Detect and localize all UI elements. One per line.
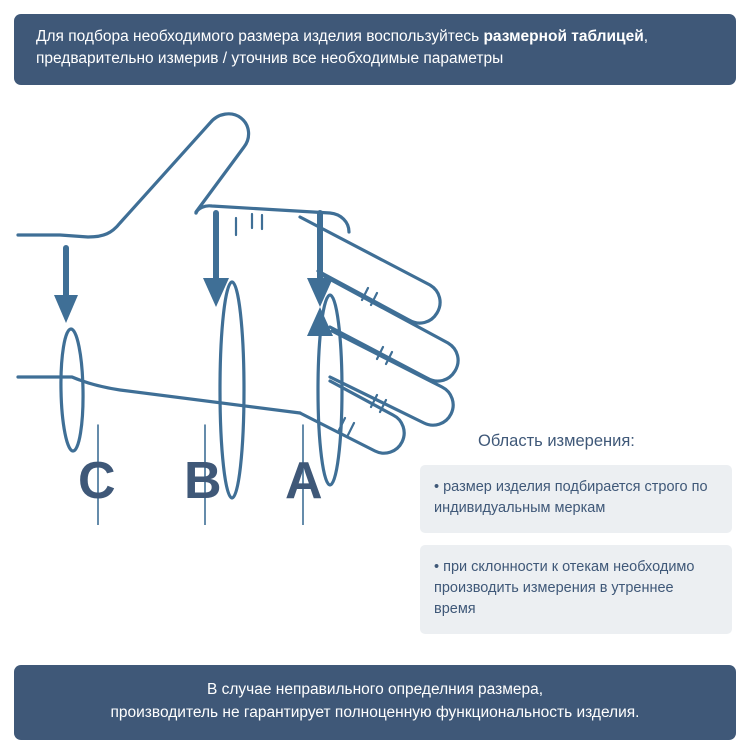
measurement-info-panel [420, 432, 732, 646]
top-banner-text-after: , предварительно измерив / уточнив все необходимые параметры [36, 28, 649, 68]
finger-4 [300, 381, 404, 453]
top-banner-text-before: Для подбора необходимого размера изделия воспользуйтесь [36, 28, 484, 45]
info-note-1: • размер изделия подбирается строго по индивидуальным меркам [420, 465, 732, 533]
arrow-a-down [307, 213, 333, 307]
label-b: B [184, 452, 222, 510]
arrow-b [203, 213, 229, 307]
info-note-2: • при склонности к отекам необходимо производить измерения в утреннее время [420, 545, 732, 634]
info-title: Область измерения: [478, 432, 635, 450]
bottom-banner [14, 665, 736, 740]
finger-3 [330, 331, 453, 425]
arrow-c [54, 248, 78, 323]
measurement-letters [0, 452, 400, 515]
top-banner-text-bold: размерной таблицей [483, 28, 644, 45]
measure-ring-c [60, 329, 84, 451]
bottom-banner-line-1: В случае неправильного определния размера, [206, 681, 544, 698]
arrow-a-up [307, 307, 333, 336]
label-c: C [78, 452, 116, 510]
bottom-banner-line-2: производитель не гарантирует полноценную функциональность изделия. [110, 704, 640, 722]
label-a: A [285, 452, 323, 510]
top-banner [14, 14, 736, 85]
